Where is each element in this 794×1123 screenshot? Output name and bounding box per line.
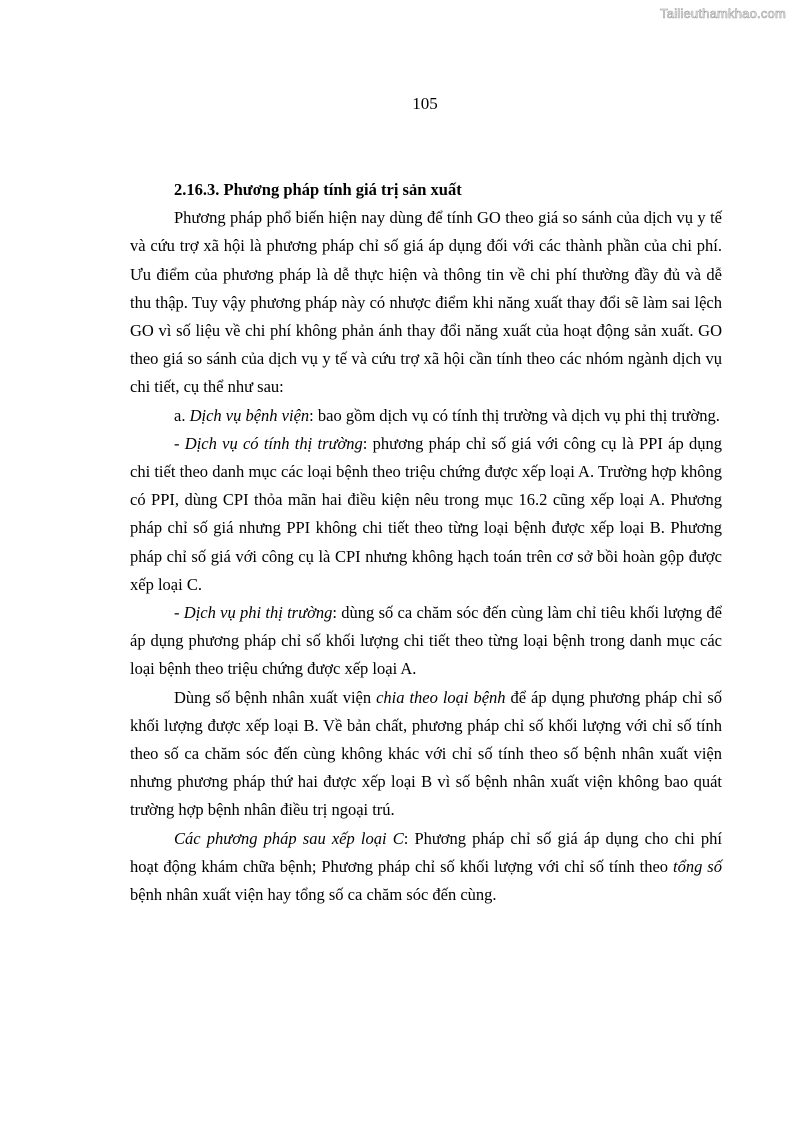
paragraph-market-services [130,430,722,599]
paragraph-hospital-services [130,402,722,430]
paragraph-text: - [174,433,185,453]
italic-term: Dịch vụ phi thị trường [183,603,333,623]
watermark-text: Tailieuthamkhao.com [660,6,786,21]
page-number: 105 [412,94,438,113]
paragraph-non-market-services [130,599,722,684]
paragraph-text: - [174,603,184,623]
paragraph-text: bệnh nhân xuất viện hay tổng số ca chăm sóc đến cùng. [130,885,497,905]
paragraph-text: Phương pháp phổ biến hiện nay dùng để tính GO theo giá so sánh của dịch vụ y tế và cứu trợ xã hội là phương pháp chỉ số giá áp dụng đối với các thành phần của chi phí. Ưu điểm của phương pháp là dễ thực hiện và thông tin về chi phí thường đầy đủ và dễ thu thập. Tuy vậy phương pháp này có nhược điểm khi năng xuất thay đổi sẽ làm sai lệch GO vì số liệu về chi phí không phản ánh thay đổi năng xuất của hoạt động sản xuất. GO theo giá so sánh của dịch vụ y tế và cứu trợ xã hội cần tính theo các nhóm ngành dịch vụ chi tiết, cụ thể như sau: [130,208,722,397]
italic-term: tổng số [673,856,722,876]
paragraph-text: : phương pháp chỉ số giá với công cụ là PPI áp dụng chi tiết theo danh mục các loại bệnh theo triệu chứng được xếp loại A. Trường hợp không có PPI, dùng CPI thỏa mãn hai điều kiện nêu trong mục 16.2 cũng xếp loại A. Phương pháp chỉ số giá nhưng PPI không chi tiết theo từng loại bệnh được xếp loại B. Phương pháp chỉ số giá với công cụ là CPI nhưng không hạch toán trên cơ sở bồi hoàn gộp được xếp loại C. [130,433,722,594]
paragraph-category-c [130,825,722,910]
paragraph-text: để áp dụng phương pháp chỉ số khối lượng được xếp loại B. Về bản chất, phương pháp chỉ số khối lượng với chỉ số tính theo số ca chăm sóc đến cùng không khác với chỉ số tính theo số bệnh nhân xuất viện nhưng phương pháp thứ hai được xếp loại B vì số bệnh nhân xuất viện không bao quát trường hợp bệnh nhân điều trị ngoại trú. [130,687,722,820]
paragraph-text: a. [174,405,190,425]
italic-term: Các phương pháp sau xếp loại C [174,828,404,848]
italic-term: chia theo loại bệnh [376,687,506,707]
document-body [130,176,722,909]
paragraph-intro [130,204,722,401]
italic-term: Dịch vụ bệnh viện [189,405,310,425]
paragraph-text: : Phương pháp chỉ số giá áp dụng cho chi phí hoạt động khám chữa bệnh; Phương pháp chỉ số khối lượng với chỉ số tính theo [130,828,722,876]
paragraph-text: Dùng số bệnh nhân xuất viện [174,687,377,707]
paragraph-text: : bao gồm dịch vụ có tính thị trường và dịch vụ phi thị trường. [309,405,720,425]
italic-term: Dịch vụ có tính thị trường [184,433,363,453]
section-heading: 2.16.3. Phương pháp tính giá trị sản xuất [174,180,462,199]
paragraph-discharged-patients [130,684,722,825]
paragraph-text: : dùng số ca chăm sóc đến cùng làm chỉ tiêu khối lượng để áp dụng phương pháp chỉ số khối lượng chi tiết theo từng loại bệnh trong danh mục các loại bệnh theo triệu chứng được xếp loại A. [130,603,723,679]
